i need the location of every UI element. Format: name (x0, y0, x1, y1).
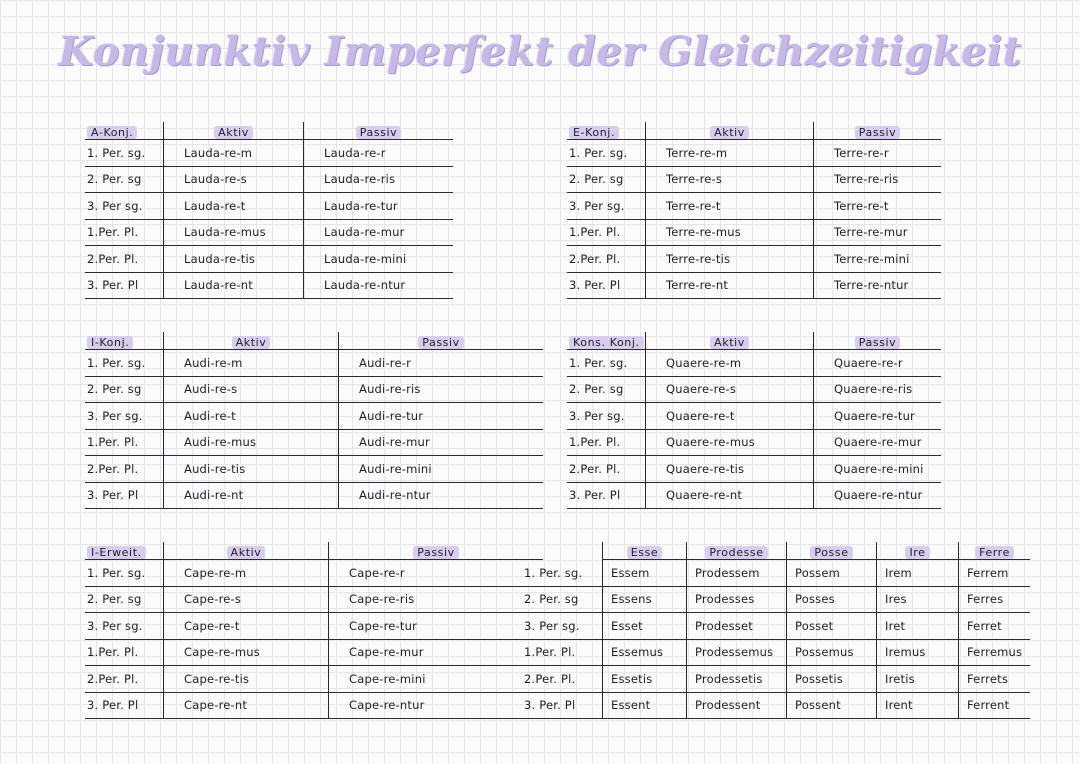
column-header-passiv (813, 332, 941, 350)
person-label: 3. Per. Pl (85, 693, 163, 720)
table-i-erweitert (85, 542, 543, 719)
passiv-form: Lauda-re-r (303, 140, 453, 167)
person-label: 2.Per. Pl. (567, 456, 645, 483)
passiv-form: Lauda-re-ntur (303, 273, 453, 300)
aktiv-form: Audi-re-m (163, 350, 338, 377)
table-label (85, 332, 163, 350)
column-header-passiv-text: Passiv (413, 546, 459, 559)
passiv-form: Quaere-re-ntur (813, 483, 941, 510)
verb-form: Prodessetis (686, 666, 786, 693)
column-header-passiv-text: Passiv (418, 336, 464, 349)
passiv-form: Cape-re-mini (328, 666, 543, 693)
verb-form: Iremus (876, 640, 958, 667)
verb-form: Ferres (958, 587, 1030, 614)
column-header-verb-text: Prodesse (705, 546, 767, 559)
passiv-form: Audi-re-tur (338, 403, 543, 430)
verb-form: Prodesses (686, 587, 786, 614)
aktiv-form: Lauda-re-m (163, 140, 303, 167)
passiv-form: Quaere-re-mini (813, 456, 941, 483)
verb-form: Ferrets (958, 666, 1030, 693)
table-label-text: I-Erweit. (87, 546, 146, 559)
verb-form: Iretis (876, 666, 958, 693)
column-header-passiv-text: Passiv (356, 126, 402, 139)
passiv-form: Terre-re-mur (813, 220, 941, 247)
aktiv-form: Terre-re-nt (645, 273, 813, 300)
person-label: 1. Per. sg. (85, 350, 163, 377)
person-label: 3. Per sg. (567, 193, 645, 220)
passiv-form: Cape-re-ntur (328, 693, 543, 720)
column-header-passiv (303, 122, 453, 140)
aktiv-form: Cape-re-mus (163, 640, 328, 667)
passiv-form: Audi-re-r (338, 350, 543, 377)
column-header-verb (686, 542, 786, 560)
table-i-konjugation (85, 332, 543, 509)
aktiv-form: Cape-re-nt (163, 693, 328, 720)
table-grid (567, 332, 941, 509)
column-header-aktiv-text: Aktiv (232, 336, 271, 349)
passiv-form: Lauda-re-tur (303, 193, 453, 220)
passiv-form: Quaere-re-tur (813, 403, 941, 430)
passiv-form: Cape-re-ris (328, 587, 543, 614)
empty-corner (522, 542, 602, 560)
verb-form: Ires (876, 587, 958, 614)
person-label: 2. Per. sg (567, 167, 645, 194)
verb-form: Posses (786, 587, 876, 614)
table-label-text: A-Konj. (87, 126, 137, 139)
person-label: 2. Per. sg (85, 587, 163, 614)
table-label-text: Kons. Konj. (569, 336, 644, 349)
column-header-aktiv-text: Aktiv (214, 126, 253, 139)
verb-form: Esset (602, 613, 686, 640)
verb-form: Irent (876, 693, 958, 720)
column-header-aktiv-text: Aktiv (710, 336, 749, 349)
column-header-verb-text: Ire (905, 546, 929, 559)
verb-form: Ferret (958, 613, 1030, 640)
verb-form: Possent (786, 693, 876, 720)
person-label: 1. Per. sg. (567, 140, 645, 167)
aktiv-form: Audi-re-nt (163, 483, 338, 510)
column-header-passiv (338, 332, 543, 350)
aktiv-form: Lauda-re-s (163, 167, 303, 194)
aktiv-form: Terre-re-m (645, 140, 813, 167)
passiv-form: Cape-re-mur (328, 640, 543, 667)
verb-form: Essent (602, 693, 686, 720)
column-header-passiv (813, 122, 941, 140)
table-e-konjugation (567, 122, 941, 299)
person-label: 2. Per. sg (85, 167, 163, 194)
passiv-form: Lauda-re-mur (303, 220, 453, 247)
column-header-aktiv (163, 542, 328, 560)
table-label-text: E-Konj. (569, 126, 619, 139)
table-grid (567, 122, 941, 299)
aktiv-form: Terre-re-t (645, 193, 813, 220)
aktiv-form: Quaere-re-t (645, 403, 813, 430)
aktiv-form: Lauda-re-nt (163, 273, 303, 300)
passiv-form: Terre-re-mini (813, 246, 941, 273)
aktiv-form: Quaere-re-mus (645, 430, 813, 457)
table-label (567, 332, 645, 350)
person-label: 2.Per. Pl. (85, 666, 163, 693)
aktiv-form: Terre-re-tis (645, 246, 813, 273)
person-label: 2. Per. sg (85, 377, 163, 404)
person-label: 3. Per sg. (85, 193, 163, 220)
aktiv-form: Cape-re-t (163, 613, 328, 640)
person-label: 3. Per. Pl (522, 693, 602, 720)
person-label: 2.Per. Pl. (85, 456, 163, 483)
verb-form: Ferrent (958, 693, 1030, 720)
aktiv-form: Audi-re-tis (163, 456, 338, 483)
aktiv-form: Cape-re-m (163, 560, 328, 587)
aktiv-form: Lauda-re-mus (163, 220, 303, 247)
column-header-verb-text: Posse (810, 546, 852, 559)
verb-form: Possem (786, 560, 876, 587)
table-grid (85, 542, 543, 719)
person-label: 1.Per. Pl. (85, 640, 163, 667)
verb-form: Prodessem (686, 560, 786, 587)
table-grid (85, 332, 543, 509)
passiv-form: Quaere-re-r (813, 350, 941, 377)
column-header-verb-text: Ferre (975, 546, 1014, 559)
person-label: 2. Per. sg (567, 377, 645, 404)
column-header-aktiv (163, 122, 303, 140)
page-title: Konjunktiv Imperfekt der Gleichzeitigkeit (58, 28, 1022, 75)
verb-form: Essem (602, 560, 686, 587)
person-label: 1. Per. sg. (85, 560, 163, 587)
person-label: 3. Per sg. (567, 403, 645, 430)
verb-form: Essetis (602, 666, 686, 693)
person-label: 2.Per. Pl. (522, 666, 602, 693)
verb-form: Essemus (602, 640, 686, 667)
aktiv-form: Cape-re-s (163, 587, 328, 614)
column-header-aktiv-text: Aktiv (710, 126, 749, 139)
aktiv-form: Cape-re-tis (163, 666, 328, 693)
passiv-form: Terre-re-ris (813, 167, 941, 194)
person-label: 1. Per. sg. (567, 350, 645, 377)
column-header-verb (786, 542, 876, 560)
person-label: 1. Per. sg. (85, 140, 163, 167)
person-label: 1.Per. Pl. (85, 220, 163, 247)
aktiv-form: Lauda-re-t (163, 193, 303, 220)
verb-form: Possetis (786, 666, 876, 693)
aktiv-form: Lauda-re-tis (163, 246, 303, 273)
table-irregular-verbs (522, 542, 1030, 719)
verb-form: Iret (876, 613, 958, 640)
passiv-form: Quaere-re-mur (813, 430, 941, 457)
person-label: 3. Per sg. (85, 403, 163, 430)
passiv-form: Lauda-re-mini (303, 246, 453, 273)
aktiv-form: Terre-re-mus (645, 220, 813, 247)
table-label-text: I-Konj. (87, 336, 133, 349)
table-a-konjugation (85, 122, 453, 299)
passiv-form: Cape-re-tur (328, 613, 543, 640)
person-label: 1.Per. Pl. (567, 220, 645, 247)
person-label: 1.Per. Pl. (567, 430, 645, 457)
person-label: 3. Per. Pl (567, 483, 645, 510)
verb-form: Prodessemus (686, 640, 786, 667)
aktiv-form: Audi-re-mus (163, 430, 338, 457)
aktiv-form: Quaere-re-m (645, 350, 813, 377)
table-grid (522, 542, 1030, 719)
verb-form: Possemus (786, 640, 876, 667)
person-label: 1.Per. Pl. (522, 640, 602, 667)
table-grid (85, 122, 453, 299)
aktiv-form: Audi-re-t (163, 403, 338, 430)
passiv-form: Audi-re-mur (338, 430, 543, 457)
column-header-aktiv (645, 122, 813, 140)
person-label: 3. Per. Pl (567, 273, 645, 300)
passiv-form: Lauda-re-ris (303, 167, 453, 194)
verb-form: Ferrem (958, 560, 1030, 587)
column-header-passiv-text: Passiv (855, 126, 901, 139)
passiv-form: Audi-re-ris (338, 377, 543, 404)
person-label: 2. Per. sg (522, 587, 602, 614)
aktiv-form: Quaere-re-nt (645, 483, 813, 510)
passiv-form: Audi-re-mini (338, 456, 543, 483)
column-header-verb (602, 542, 686, 560)
aktiv-form: Audi-re-s (163, 377, 338, 404)
person-label: 3. Per sg. (522, 613, 602, 640)
passiv-form: Quaere-re-ris (813, 377, 941, 404)
table-label (85, 542, 163, 560)
verb-form: Ferremus (958, 640, 1030, 667)
person-label: 3. Per sg. (85, 613, 163, 640)
column-header-aktiv (645, 332, 813, 350)
aktiv-form: Quaere-re-s (645, 377, 813, 404)
person-label: 3. Per. Pl (85, 273, 163, 300)
passiv-form: Cape-re-r (328, 560, 543, 587)
person-label: 1. Per. sg. (522, 560, 602, 587)
table-label (85, 122, 163, 140)
column-header-verb-text: Esse (627, 546, 663, 559)
column-header-verb (958, 542, 1030, 560)
column-header-aktiv-text: Aktiv (227, 546, 266, 559)
person-label: 1.Per. Pl. (85, 430, 163, 457)
person-label: 2.Per. Pl. (85, 246, 163, 273)
aktiv-form: Terre-re-s (645, 167, 813, 194)
verb-form: Essens (602, 587, 686, 614)
passiv-form: Terre-re-t (813, 193, 941, 220)
column-header-passiv-text: Passiv (855, 336, 901, 349)
column-header-passiv (328, 542, 543, 560)
table-kons-konjugation (567, 332, 941, 509)
verb-form: Prodesset (686, 613, 786, 640)
verb-form: Prodessent (686, 693, 786, 720)
person-label: 2.Per. Pl. (567, 246, 645, 273)
passiv-form: Terre-re-r (813, 140, 941, 167)
passiv-form: Audi-re-ntur (338, 483, 543, 510)
table-label (567, 122, 645, 140)
passiv-form: Terre-re-ntur (813, 273, 941, 300)
aktiv-form: Quaere-re-tis (645, 456, 813, 483)
person-label: 3. Per. Pl (85, 483, 163, 510)
verb-form: Irem (876, 560, 958, 587)
column-header-aktiv (163, 332, 338, 350)
verb-form: Posset (786, 613, 876, 640)
column-header-verb (876, 542, 958, 560)
